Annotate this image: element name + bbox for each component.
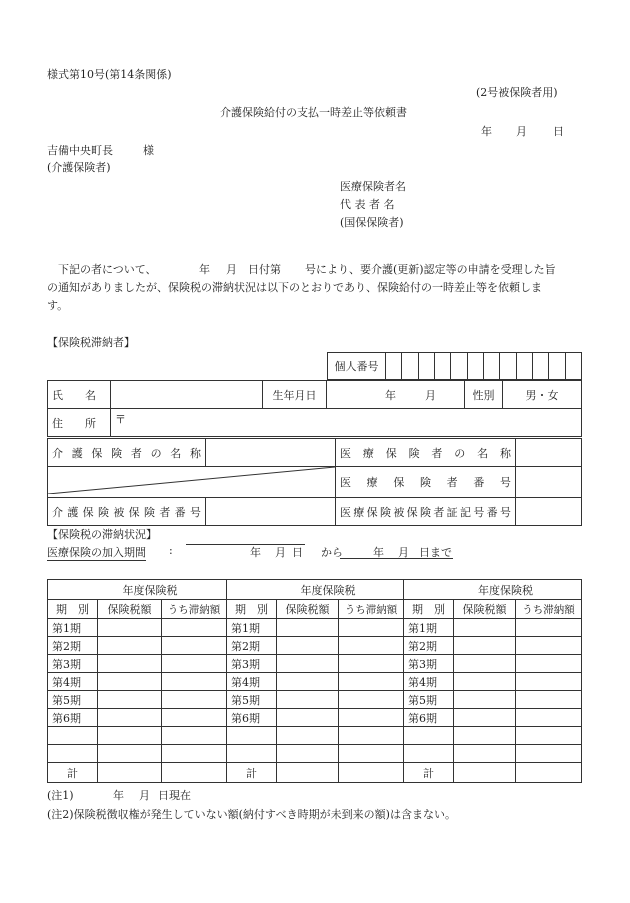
total-tax-cell[interactable] bbox=[98, 763, 162, 783]
iryo-insured-number-value[interactable] bbox=[516, 498, 582, 526]
unpaid-amount-cell[interactable] bbox=[516, 619, 582, 637]
period-colon: : bbox=[169, 544, 173, 557]
period-cell: 第4期 bbox=[404, 673, 454, 691]
personal-number-cell[interactable] bbox=[516, 353, 532, 380]
personal-number-table bbox=[327, 352, 582, 380]
period-cell bbox=[48, 727, 98, 745]
unpaid-amount-cell[interactable] bbox=[162, 691, 227, 709]
tax-amount-cell[interactable] bbox=[98, 709, 162, 727]
body-line1-c: 月 bbox=[226, 263, 237, 276]
period-to-month: 月 bbox=[398, 546, 409, 559]
document-title: 介護保険給付の支払一時差止等依頼書 bbox=[220, 106, 407, 119]
period-cell bbox=[227, 745, 277, 763]
table-row bbox=[48, 619, 582, 637]
dob-value[interactable] bbox=[327, 381, 465, 409]
form-target: (2号被保険者用) bbox=[476, 86, 558, 99]
tax-amount-column-header: 保険税額 bbox=[454, 600, 516, 619]
unpaid-amount-cell[interactable] bbox=[516, 727, 582, 745]
tax-amount-cell[interactable] bbox=[454, 655, 516, 673]
period-from-word: から bbox=[321, 546, 343, 559]
note1-month: 月 bbox=[139, 789, 150, 802]
fiscal-year-header: 年度保険税 bbox=[48, 580, 227, 600]
note1-date: 日現在 bbox=[158, 789, 191, 802]
period-cell: 第5期 bbox=[404, 691, 454, 709]
unpaid-amount-cell[interactable] bbox=[516, 655, 582, 673]
insurer-table bbox=[47, 438, 582, 526]
tax-amount-cell[interactable] bbox=[454, 745, 516, 763]
address-value[interactable] bbox=[111, 409, 582, 437]
body-line1-d: 日付第 bbox=[248, 263, 281, 276]
note1-label: (注1) bbox=[47, 789, 74, 802]
kaigo-name-label: 介護保険者の名称 bbox=[48, 439, 206, 467]
postal-mark: 〒 bbox=[115, 413, 126, 426]
period-cell: 第2期 bbox=[227, 637, 277, 655]
iryo-number-label: 医療保険者番号 bbox=[336, 467, 516, 498]
period-from[interactable] bbox=[186, 544, 286, 559]
period-cell: 第1期 bbox=[227, 619, 277, 637]
total-unpaid-cell[interactable] bbox=[516, 763, 582, 783]
sender-role: (国保保険者) bbox=[340, 216, 404, 229]
tax-amount-column-header: 保険税額 bbox=[277, 600, 339, 619]
kaigo-name-value[interactable] bbox=[206, 439, 336, 467]
date-day: 日 bbox=[553, 125, 564, 138]
total-row bbox=[48, 763, 582, 783]
section-delinquent-title: 【保険税滞納者】 bbox=[47, 336, 135, 349]
tax-amount-cell[interactable] bbox=[454, 673, 516, 691]
unpaid-amount-cell[interactable] bbox=[162, 637, 227, 655]
period-cell bbox=[404, 727, 454, 745]
unpaid-amount-cell[interactable] bbox=[516, 691, 582, 709]
table-row bbox=[48, 691, 582, 709]
dob-label: 生年月日 bbox=[263, 381, 327, 409]
unpaid-amount-cell[interactable] bbox=[162, 655, 227, 673]
period-cell: 第2期 bbox=[48, 637, 98, 655]
period-cell: 第6期 bbox=[227, 709, 277, 727]
personal-number-cell[interactable] bbox=[500, 353, 516, 380]
tax-amount-cell[interactable] bbox=[98, 745, 162, 763]
personal-number-cell[interactable] bbox=[451, 353, 467, 380]
tax-amount-cell[interactable] bbox=[454, 727, 516, 745]
diagonal-blank-cell bbox=[48, 467, 336, 498]
dob-year: 年 bbox=[385, 388, 396, 402]
name-value[interactable] bbox=[111, 381, 263, 409]
tax-amount-cell[interactable] bbox=[277, 673, 339, 691]
table-row bbox=[48, 709, 582, 727]
total-label: 計 bbox=[48, 763, 98, 783]
total-tax-cell[interactable] bbox=[277, 763, 339, 783]
tax-amount-cell[interactable] bbox=[98, 655, 162, 673]
total-label: 計 bbox=[404, 763, 454, 783]
unpaid-amount-cell[interactable] bbox=[516, 637, 582, 655]
section-status-title: 【保険税の滞納状況】 bbox=[47, 528, 157, 541]
tax-amount-cell[interactable] bbox=[277, 709, 339, 727]
total-tax-cell[interactable] bbox=[454, 763, 516, 783]
period-column-header: 期 別 bbox=[227, 600, 277, 619]
delinquent-person-table bbox=[47, 380, 582, 437]
period-cell: 第4期 bbox=[48, 673, 98, 691]
iryo-insured-number-label: 医療保険被保険者証記号番号 bbox=[336, 498, 516, 526]
unpaid-amount-cell[interactable] bbox=[339, 691, 404, 709]
period-cell: 第4期 bbox=[227, 673, 277, 691]
unpaid-amount-column-header: うち滞納額 bbox=[516, 600, 582, 619]
unpaid-amount-cell[interactable] bbox=[162, 745, 227, 763]
body-line3: す。 bbox=[47, 299, 69, 312]
period-from-month: 月 bbox=[275, 546, 286, 559]
unpaid-amount-cell[interactable] bbox=[339, 745, 404, 763]
personal-number-cell[interactable] bbox=[565, 353, 581, 380]
tax-amount-cell[interactable] bbox=[277, 619, 339, 637]
sender-insurer-name: 医療保険者名 bbox=[340, 180, 406, 193]
sex-label: 性別 bbox=[465, 381, 503, 409]
unpaid-amount-cell[interactable] bbox=[339, 619, 404, 637]
tax-amount-cell[interactable] bbox=[277, 655, 339, 673]
personal-number-cell[interactable] bbox=[467, 353, 483, 380]
body-line2: の通知がありましたが、保険税の滞納状況は以下のとおりであり、保険給付の一時差止等を依頼しま bbox=[47, 281, 542, 294]
total-unpaid-cell[interactable] bbox=[339, 763, 404, 783]
tax-amount-cell[interactable] bbox=[454, 637, 516, 655]
tax-amount-column-header: 保険税額 bbox=[98, 600, 162, 619]
period-cell: 第6期 bbox=[48, 709, 98, 727]
period-cell: 第5期 bbox=[227, 691, 277, 709]
period-to-day: 日まで bbox=[419, 546, 452, 559]
kaigo-insured-number-label: 介護保険被保険者番号 bbox=[48, 498, 206, 526]
period-cell: 第1期 bbox=[404, 619, 454, 637]
period-column-header: 期 別 bbox=[404, 600, 454, 619]
unpaid-amount-cell[interactable] bbox=[162, 673, 227, 691]
iryo-name-value[interactable] bbox=[516, 439, 582, 467]
tax-amount-cell[interactable] bbox=[454, 619, 516, 637]
unpaid-amount-column-header: うち滞納額 bbox=[162, 600, 227, 619]
tax-amount-cell[interactable] bbox=[98, 691, 162, 709]
period-cell: 第3期 bbox=[227, 655, 277, 673]
unpaid-amount-cell[interactable] bbox=[162, 727, 227, 745]
payment-status-table bbox=[47, 579, 582, 783]
table-row bbox=[48, 655, 582, 673]
tax-amount-cell[interactable] bbox=[98, 727, 162, 745]
total-label: 計 bbox=[227, 763, 277, 783]
tax-amount-cell[interactable] bbox=[98, 637, 162, 655]
kaigo-insured-number-value[interactable] bbox=[206, 498, 336, 526]
unpaid-amount-cell[interactable] bbox=[516, 745, 582, 763]
addressee-honorific: 様 bbox=[143, 144, 154, 157]
period-cell: 第3期 bbox=[48, 655, 98, 673]
body-line1-a: 下記の者について、 bbox=[58, 263, 157, 276]
period-cell: 第3期 bbox=[404, 655, 454, 673]
unpaid-amount-cell[interactable] bbox=[339, 655, 404, 673]
note1-year: 年 bbox=[113, 789, 124, 802]
personal-number-cell[interactable] bbox=[402, 353, 418, 380]
personal-number-cell[interactable] bbox=[434, 353, 450, 380]
unpaid-amount-cell[interactable] bbox=[339, 673, 404, 691]
body-line1-e: 号により、要介護(更新)認定等の申請を受理した旨 bbox=[305, 263, 556, 276]
fiscal-year-header: 年度保険税 bbox=[227, 580, 404, 600]
iryo-number-value[interactable] bbox=[516, 467, 582, 498]
personal-number-cell[interactable] bbox=[418, 353, 434, 380]
addressee-role: (介護保険者) bbox=[47, 161, 111, 174]
personal-number-cell[interactable] bbox=[549, 353, 565, 380]
date-month: 月 bbox=[516, 125, 527, 138]
unpaid-amount-cell[interactable] bbox=[162, 619, 227, 637]
dob-month: 月 bbox=[425, 388, 436, 402]
tax-amount-cell[interactable] bbox=[98, 619, 162, 637]
total-unpaid-cell[interactable] bbox=[162, 763, 227, 783]
personal-number-cell[interactable] bbox=[386, 353, 402, 380]
period-cell bbox=[48, 745, 98, 763]
unpaid-amount-cell[interactable] bbox=[339, 709, 404, 727]
period-cell bbox=[404, 745, 454, 763]
form-number: 様式第10号(第14条関係) bbox=[47, 68, 172, 81]
tax-amount-cell[interactable] bbox=[454, 691, 516, 709]
tax-amount-cell[interactable] bbox=[98, 673, 162, 691]
body-line1-b: 年 bbox=[199, 263, 210, 276]
note2: (注2)保険税徴収権が発生していない額(納付すべき時期が未到来の額)は含まない。 bbox=[47, 808, 456, 821]
unpaid-amount-cell[interactable] bbox=[516, 673, 582, 691]
period-from-year: 年 bbox=[250, 546, 261, 559]
period-to-year: 年 bbox=[373, 546, 384, 559]
table-row bbox=[48, 727, 582, 745]
period-from-day-box bbox=[283, 544, 305, 559]
period-from-day: 日 bbox=[292, 546, 303, 559]
sender-representative: 代 表 者 名 bbox=[340, 198, 395, 211]
personal-number-label: 個人番号 bbox=[328, 353, 386, 380]
fiscal-year-header: 年度保険税 bbox=[404, 580, 582, 600]
period-to[interactable] bbox=[340, 544, 453, 559]
unpaid-amount-cell[interactable] bbox=[339, 637, 404, 655]
unpaid-amount-cell[interactable] bbox=[162, 709, 227, 727]
period-label: 医療保険の加入期間 bbox=[47, 546, 146, 559]
unpaid-amount-column-header: うち滞納額 bbox=[339, 600, 404, 619]
period-cell: 第2期 bbox=[404, 637, 454, 655]
unpaid-amount-cell[interactable] bbox=[339, 727, 404, 745]
date-year: 年 bbox=[481, 125, 492, 138]
table-row bbox=[48, 637, 582, 655]
name-label: 氏 名 bbox=[48, 381, 111, 409]
sex-value[interactable]: 男・女 bbox=[503, 381, 582, 409]
tax-amount-cell[interactable] bbox=[277, 637, 339, 655]
personal-number-cell[interactable] bbox=[532, 353, 548, 380]
period-cell: 第5期 bbox=[48, 691, 98, 709]
addressee-name: 吉備中央町長 bbox=[47, 144, 113, 157]
period-cell: 第1期 bbox=[48, 619, 98, 637]
period-column-header: 期 別 bbox=[48, 600, 98, 619]
diagonal-line bbox=[48, 467, 335, 494]
table-row bbox=[48, 745, 582, 763]
tax-amount-cell[interactable] bbox=[277, 745, 339, 763]
period-cell bbox=[227, 727, 277, 745]
iryo-name-label: 医療保険者の名称 bbox=[336, 439, 516, 467]
tax-amount-cell[interactable] bbox=[454, 709, 516, 727]
table-row bbox=[48, 673, 582, 691]
unpaid-amount-cell[interactable] bbox=[516, 709, 582, 727]
tax-amount-cell[interactable] bbox=[277, 691, 339, 709]
tax-amount-cell[interactable] bbox=[277, 727, 339, 745]
period-cell: 第6期 bbox=[404, 709, 454, 727]
personal-number-cell[interactable] bbox=[483, 353, 499, 380]
address-label: 住 所 bbox=[48, 409, 111, 437]
